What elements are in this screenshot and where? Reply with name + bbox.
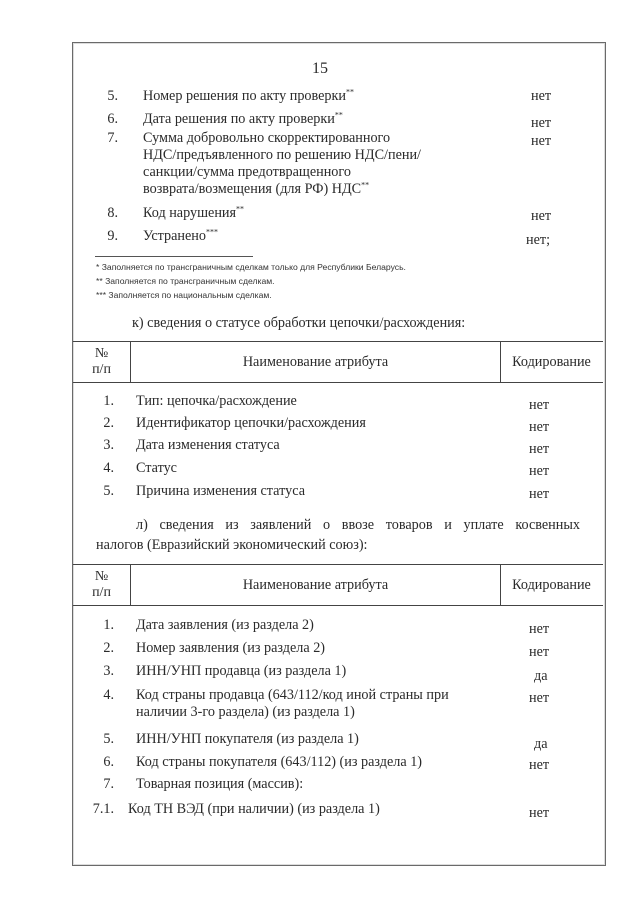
- footnote: *** Заполняется по национальным сделкам.: [96, 290, 272, 300]
- column-header-attribute: Наименование атрибута: [130, 565, 501, 605]
- column-header-coding: Кодирование: [512, 576, 591, 593]
- footnote: * Заполняется по трансграничным сделкам только для Республики Беларусь.: [96, 262, 406, 272]
- column-header-number: № п/п: [92, 346, 111, 377]
- section-heading: л) сведения из заявлений о ввозе товаров и уплате косвенных: [136, 517, 580, 533]
- table-header: [73, 341, 603, 383]
- column-header-number: № п/п: [92, 569, 111, 600]
- section-heading-continuation: налогов (Евразийский экономический союз):: [96, 537, 368, 553]
- column-header-coding: Кодирование: [512, 353, 591, 370]
- page-number: 15: [312, 60, 328, 77]
- table-header: [73, 564, 603, 606]
- footnote-divider: [95, 256, 253, 257]
- section-heading: к) сведения о статусе обработки цепочки/расхождения:: [132, 315, 466, 331]
- footnote: ** Заполняется по трансграничным сделкам.: [96, 276, 275, 286]
- column-header-attribute: Наименование атрибута: [130, 342, 501, 382]
